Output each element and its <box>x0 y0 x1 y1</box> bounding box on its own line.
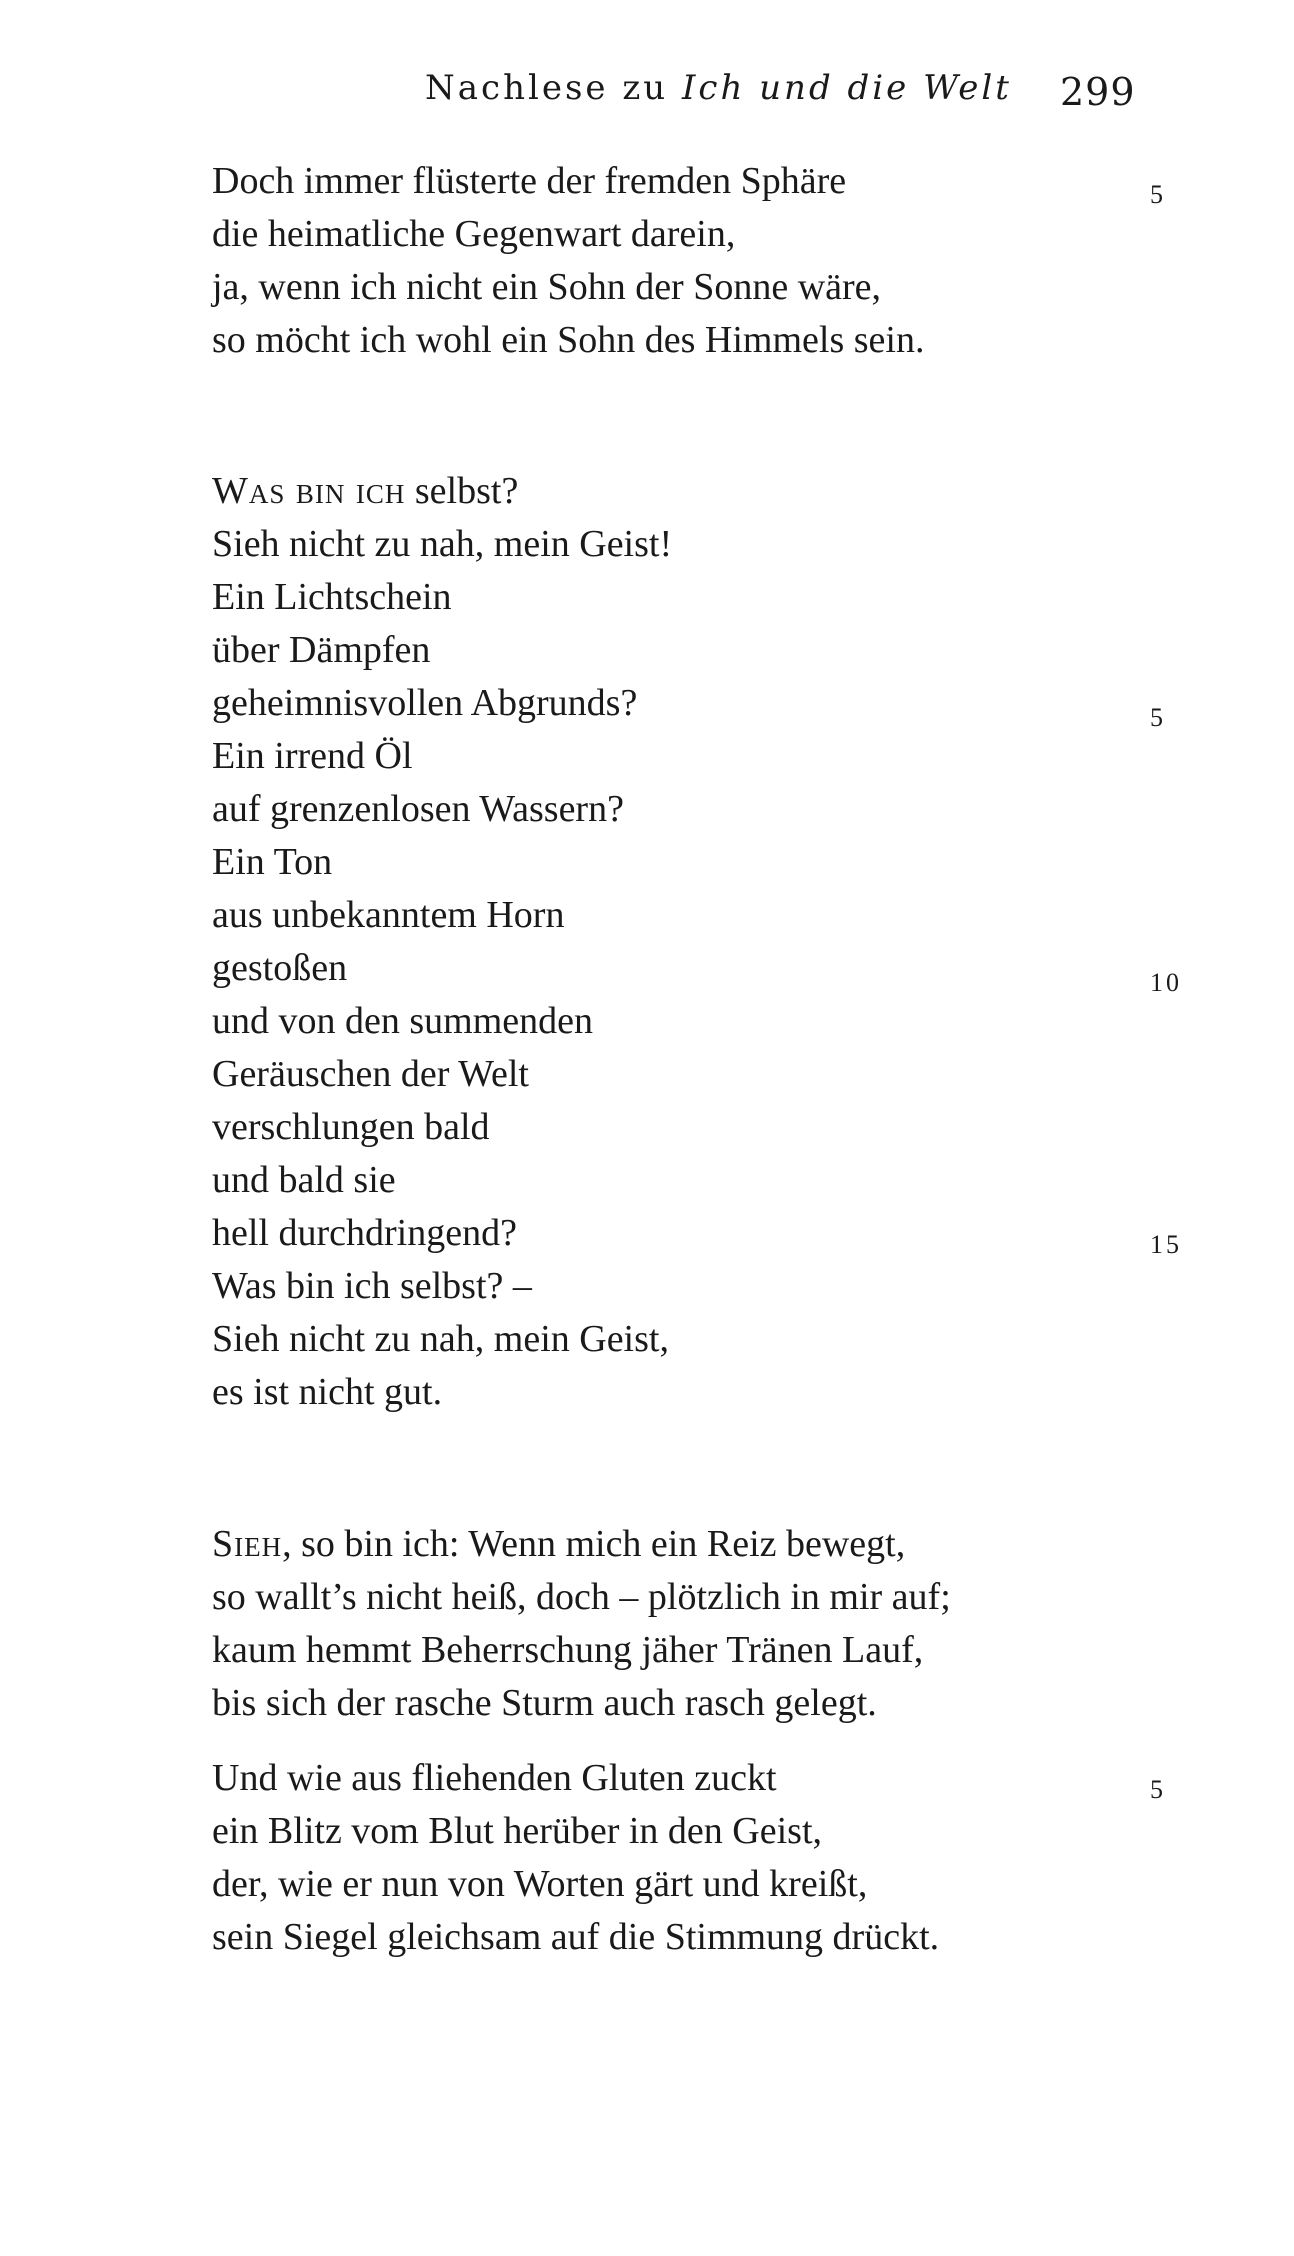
line-number: 5 <box>1150 180 1166 209</box>
poem-line: Sieh nicht zu nah, mein Geist, <box>212 1318 669 1360</box>
poem-line: es ist nicht gut. <box>212 1371 443 1413</box>
poem-line: so möcht ich wohl ein Sohn des Himmels sein. <box>212 319 925 361</box>
poem-line: der, wie er nun von Worten gärt und kreißt, <box>212 1863 868 1905</box>
poem-line: Geräuschen der Welt <box>212 1053 529 1095</box>
poem-incipit: Was bin ich <box>212 470 406 512</box>
poem-2 <box>212 465 672 1419</box>
poem-line-rest: , so bin ich: Wenn mich ein Reiz bewegt, <box>282 1523 906 1565</box>
poem-line: verschlungen bald <box>212 1106 490 1148</box>
poem-line: und bald sie <box>212 1159 396 1201</box>
poem-line: Ein Ton <box>212 841 333 883</box>
header-prefix: Nachlese zu <box>425 68 669 108</box>
line-number: 15 <box>1150 1230 1182 1259</box>
running-header <box>425 68 1012 108</box>
poem-incipit: Sieh <box>212 1523 283 1565</box>
poem-line: ja, wenn ich nicht ein Sohn der Sonne wäre, <box>212 266 882 308</box>
poem-line: ein Blitz vom Blut herüber in den Geist, <box>212 1810 823 1852</box>
poem-line: so wallt’s nicht heiß, doch – plötzlich in mir auf; <box>212 1576 951 1618</box>
poem-line: Doch immer flüsterte der fremden Sphäre <box>212 160 847 202</box>
poem-line: Was bin ich selbst? – <box>212 1265 532 1307</box>
poem-line: über Dämpfen <box>212 629 431 671</box>
poem-line: gestoßen <box>212 947 348 989</box>
poem-line: die heimatliche Gegenwart darein, <box>212 213 736 255</box>
poem-line: auf grenzenlosen Wassern? <box>212 788 624 830</box>
line-number: 5 <box>1150 703 1166 732</box>
poem-line: Ein Lichtschein <box>212 576 452 618</box>
poem-3-stanza-2 <box>212 1752 939 1964</box>
poem-line: Ein irrend Öl <box>212 735 413 777</box>
poem-line: bis sich der rasche Sturm auch rasch gelegt. <box>212 1682 877 1724</box>
header-book-title: Ich und die Welt <box>681 68 1012 108</box>
poem-line-rest: selbst? <box>405 470 519 512</box>
poem-line: geheimnisvollen Abgrunds? <box>212 682 638 724</box>
poem-1 <box>212 155 924 367</box>
poem-line: aus unbekanntem Horn <box>212 894 565 936</box>
poem-line: sein Siegel gleichsam auf die Stimmung drückt. <box>212 1916 940 1958</box>
line-number: 10 <box>1150 968 1182 997</box>
poem-line: und von den summenden <box>212 1000 594 1042</box>
line-number: 5 <box>1150 1775 1166 1804</box>
poem-line: Sieh nicht zu nah, mein Geist! <box>212 523 673 565</box>
poem-line <box>212 465 672 518</box>
poem-line: Und wie aus fliehenden Gluten zuckt <box>212 1757 777 1799</box>
poem-line <box>212 1518 951 1571</box>
poem-line: hell durchdringend? <box>212 1212 517 1254</box>
page-number: 299 <box>1060 70 1136 114</box>
poem-line: kaum hemmt Beherrschung jäher Tränen Lauf, <box>212 1629 924 1671</box>
poem-3-stanza-1 <box>212 1518 951 1730</box>
